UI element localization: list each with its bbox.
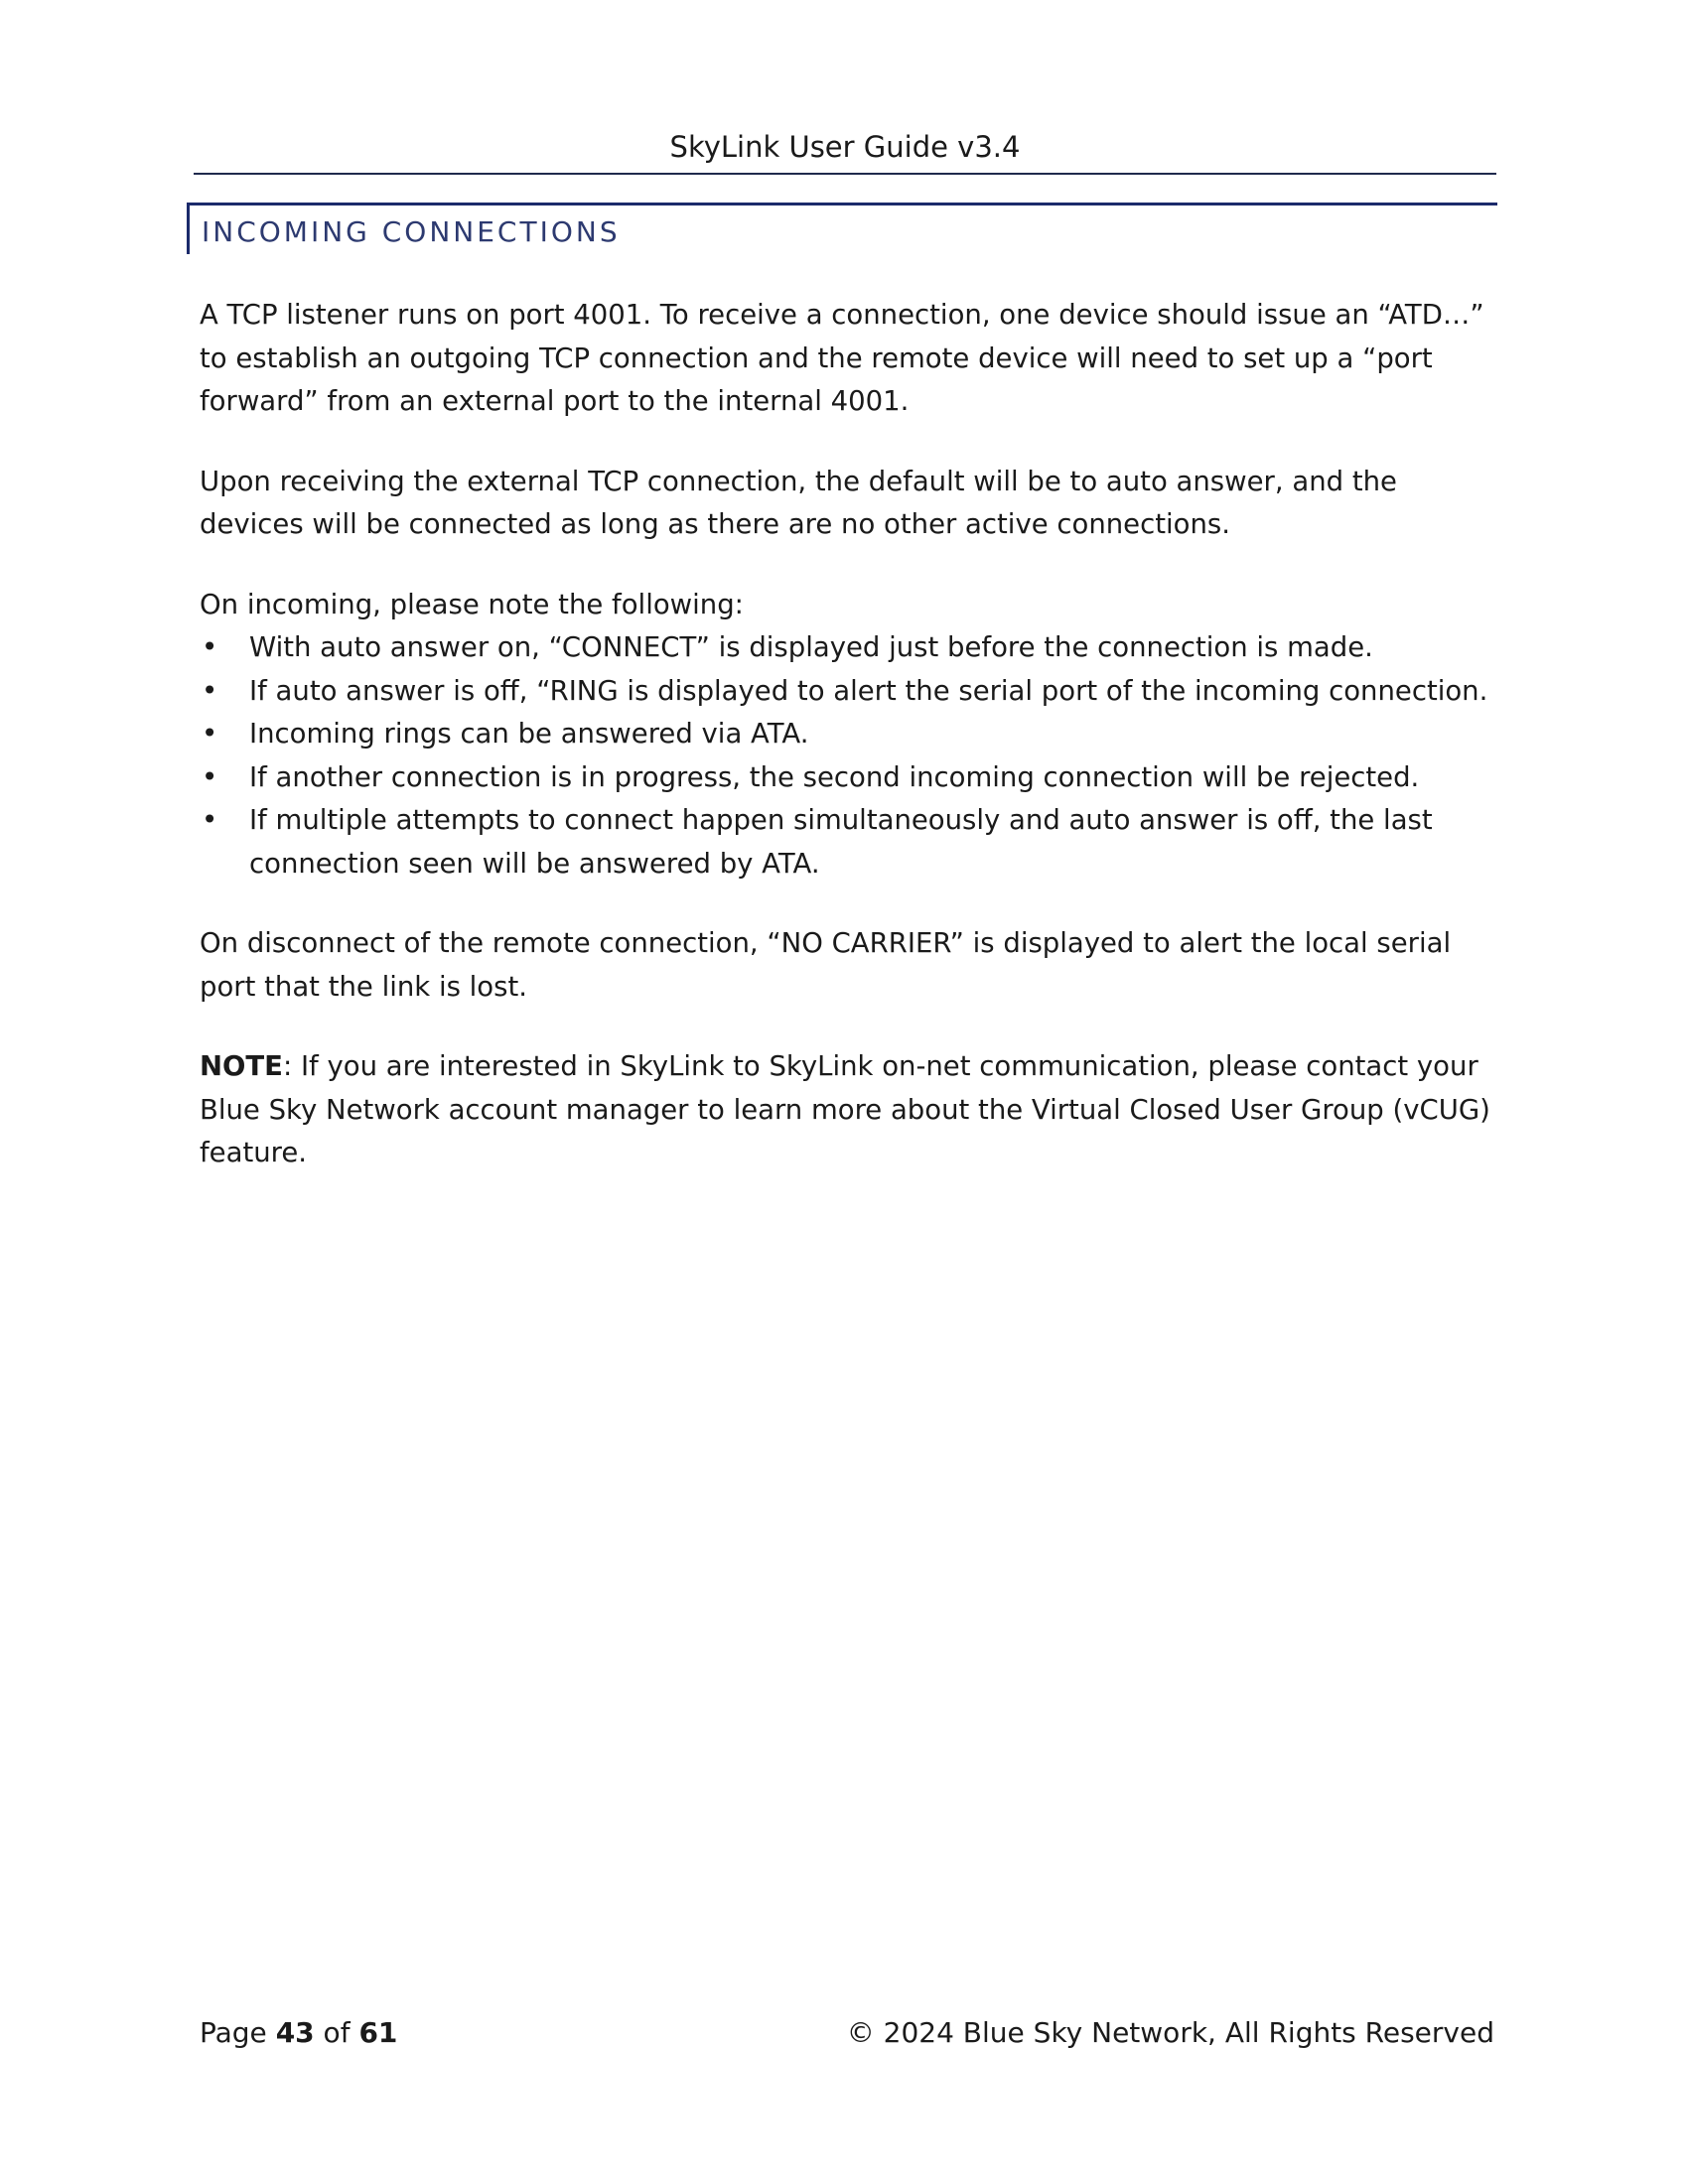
paragraph-auto-answer: Upon receiving the external TCP connection, the default will be to auto answer, and the devices will be connected as long as there are no other active connections. (200, 465, 1397, 540)
list-intro: On incoming, please note the following: (200, 588, 744, 620)
list-item (200, 713, 1500, 756)
list-item-text: If auto answer is off, “RING is displayed to alert the serial port of the incoming connection. (249, 674, 1488, 707)
note-label: NOTE (200, 1050, 283, 1082)
page-word: Page (200, 2016, 276, 2049)
section-heading-frame (187, 203, 1497, 254)
of-word: of (314, 2016, 359, 2049)
incoming-notes-list (200, 626, 1500, 886)
bullet-icon: • (202, 760, 218, 793)
note-text: : If you are interested in SkyLink to SkyLink on-net communication, please contact your Blue Sky Network account manager to learn more about the Virtual Closed User Group (vCUG) feature. (200, 1050, 1490, 1168)
list-item (200, 626, 1500, 670)
note-paragraph (200, 1045, 1500, 1175)
list-item-text: Incoming rings can be answered via ATA. (249, 718, 809, 750)
list-item (200, 670, 1500, 714)
section-heading: INCOMING CONNECTIONS (202, 215, 621, 248)
copyright-footer: © 2024 Blue Sky Network, All Rights Reserved (846, 2016, 1494, 2049)
list-item-text: If another connection is in progress, the second incoming connection will be rejected. (249, 760, 1420, 793)
current-page-number: 43 (275, 2016, 315, 2049)
paragraph-tcp-listener: A TCP listener runs on port 4001. To receive a connection, one device should issue an “ATD…” to establish an outgoing TCP connection and the remote device will need to set up a “port forward” from an external port to the internal 4001. (200, 299, 1484, 417)
page-number-footer (200, 2015, 397, 2051)
bullet-icon: • (202, 804, 218, 836)
page-header-title: SkyLink User Guide v3.4 (669, 130, 1021, 164)
list-item-text: With auto answer on, “CONNECT” is displayed just before the connection is made. (249, 631, 1373, 663)
bullet-icon: • (202, 718, 218, 750)
paragraph-disconnect: On disconnect of the remote connection, “NO CARRIER” is displayed to alert the local serial port that the link is lost. (200, 927, 1452, 1003)
list-item (200, 756, 1500, 800)
bullet-icon: • (202, 631, 218, 663)
total-page-number: 61 (358, 2016, 398, 2049)
list-item (200, 799, 1500, 886)
bullet-icon: • (202, 674, 218, 707)
header-divider (194, 173, 1496, 175)
document-body (200, 294, 1500, 1212)
list-item-text: If multiple attempts to connect happen simultaneously and auto answer is off, the last connection seen will be answered by ATA. (249, 804, 1433, 880)
